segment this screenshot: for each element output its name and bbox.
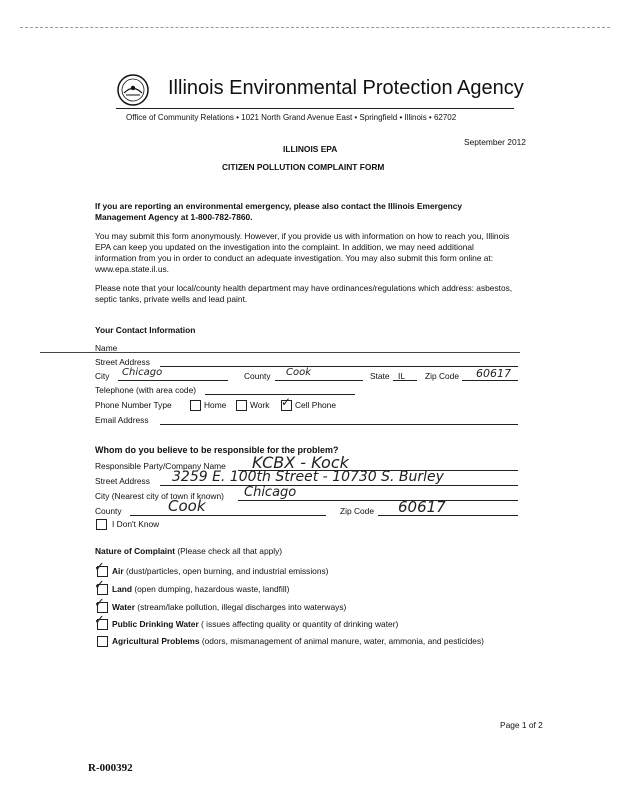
street-field[interactable] (160, 366, 518, 367)
cell-phone-label: Cell Phone (295, 400, 336, 410)
agency-name: Illinois Environmental Protection Agency (168, 77, 524, 99)
county-label: County (244, 371, 271, 381)
land-check-mark-icon: ✓ (94, 578, 105, 593)
water-desc: (stream/lake pollution, illegal discharges into waterways) (137, 602, 347, 612)
dont-know-label: I Don't Know (112, 519, 160, 529)
county-field[interactable] (275, 380, 363, 381)
dont-know-checkbox[interactable] (96, 519, 107, 530)
resp-street-label: Street Address (95, 476, 150, 486)
state-label: State (370, 371, 390, 381)
anonymous-note-1: You may submit this form anonymously. However, if you provide us with information on how to reach you, Illinois (95, 231, 510, 241)
agricultural-title: Agricultural Problems (112, 636, 200, 646)
land-desc: (open dumping, hazardous waste, landfill) (134, 584, 290, 594)
water-check-mark-icon: ✓ (94, 596, 105, 611)
home-phone-label: Home (204, 400, 227, 410)
land-option (112, 584, 289, 594)
emergency-notice: If you are reporting an environmental emergency, please also contact the Illinois Emergency Management Agency at 1-800-782-7860. (95, 201, 463, 222)
header-rule (116, 108, 514, 109)
anonymous-note-2: EPA can keep you updated on the investigation into the complaint. In addition, we may need additional (95, 242, 474, 252)
state-field[interactable] (393, 380, 417, 381)
water-option (112, 602, 346, 612)
responsible-heading: Whom do you believe to be responsible for the problem? (95, 445, 339, 455)
work-phone-checkbox[interactable] (236, 400, 247, 411)
local-note-2: septic tanks, private wells and lead paint. (95, 294, 248, 304)
resp-city-label: City (Nearest city of town if known) (95, 491, 224, 501)
city-value: Chicago (122, 367, 163, 378)
anonymous-note-4: www.epa.state.il.us. (95, 264, 170, 274)
zip-field[interactable] (462, 380, 518, 381)
zip-value: 60617 (476, 367, 511, 380)
air-option (112, 566, 328, 576)
county-value: Cook (286, 367, 312, 378)
phone-field[interactable] (205, 394, 355, 395)
water-title: Water (112, 602, 135, 612)
drinking-water-title: Public Drinking Water (112, 619, 199, 629)
street-label: Street Address (95, 357, 150, 367)
anonymous-note-3: information from you in order to conduct an adequate investigation. You may also submit this form online at: (95, 253, 494, 263)
bates-number: R-000392 (88, 762, 133, 774)
city-field[interactable] (118, 380, 228, 381)
party-label: Responsible Party/Company Name (95, 461, 226, 471)
resp-zip-label: Zip Code (340, 506, 374, 516)
agricultural-checkbox[interactable] (97, 636, 108, 647)
nature-heading (95, 546, 282, 556)
drinking-water-option (112, 619, 398, 629)
resp-county-label: County (95, 506, 122, 516)
resp-city-value: Chicago (244, 485, 297, 500)
agricultural-desc: (odors, mismanagement of animal manure, water, ammonia, and pesticides) (201, 636, 484, 646)
resp-city-field[interactable] (238, 500, 518, 501)
zip-label: Zip Code (425, 371, 459, 381)
page-number: Page 1 of 2 (500, 720, 543, 730)
resp-street-field[interactable] (160, 485, 518, 486)
phone-type-label: Phone Number Type (95, 400, 172, 410)
scan-artifact-top (20, 27, 610, 29)
agricultural-option (112, 636, 484, 646)
air-desc: (dust/particles, open burning, and industrial emissions) (125, 566, 329, 576)
illinois-seal-icon (117, 74, 149, 106)
name-field[interactable] (40, 352, 520, 353)
resp-street-value: 3259 E. 100th Street - 10730 S. Burley (172, 469, 444, 485)
drinking-water-check-mark-icon: ✓ (94, 613, 105, 628)
cell-phone-check-mark-icon: ✓ (281, 395, 292, 409)
nature-heading-note: (Please check all that apply) (177, 546, 283, 556)
nature-heading-title: Nature of Complaint (95, 546, 176, 556)
air-title: Air (112, 566, 124, 576)
resp-county-field[interactable] (130, 515, 326, 516)
resp-county-value: Cook (168, 497, 206, 515)
work-phone-label: Work (250, 400, 270, 410)
city-label: City (95, 371, 110, 381)
form-date: September 2012 (464, 137, 526, 147)
state-value: IL (398, 371, 405, 381)
phone-label: Telephone (with area code) (95, 385, 197, 395)
home-phone-checkbox[interactable] (190, 400, 201, 411)
party-value: KCBX - Kock (252, 453, 349, 472)
email-field[interactable] (160, 424, 518, 425)
air-check-mark-icon: ✓ (94, 560, 105, 575)
email-label: Email Address (95, 415, 149, 425)
name-label: Name (95, 343, 118, 353)
drinking-water-desc: ( issues affecting quality or quantity of drinking water) (201, 619, 399, 629)
resp-zip-value: 60617 (398, 498, 446, 516)
land-title: Land (112, 584, 133, 594)
agency-address: Office of Community Relations • 1021 North Grand Avenue East • Springfield • Illinois • 62702 (126, 113, 457, 122)
form-org: ILLINOIS EPA (283, 144, 338, 154)
contact-heading: Your Contact Information (95, 325, 196, 335)
local-note-1: Please note that your local/county health department may have ordinances/regulations which address: asbestos, (95, 283, 513, 293)
form-title: CITIZEN POLLUTION COMPLAINT FORM (222, 162, 385, 172)
